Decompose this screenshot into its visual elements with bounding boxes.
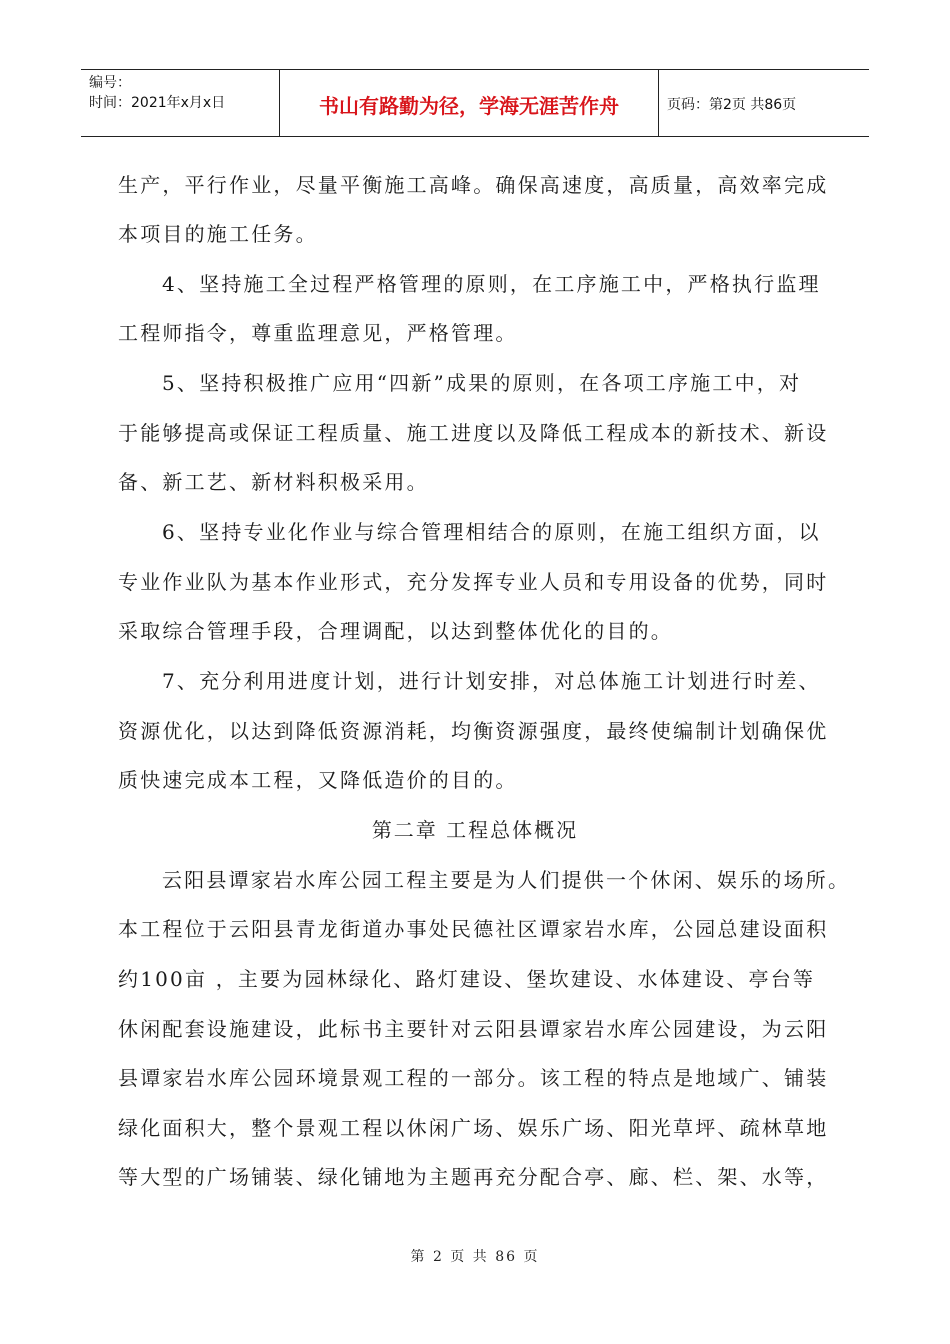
body-line: 等大型的广场铺装、绿化铺地为主题再充分配合亭、廊、栏、架、水等， xyxy=(118,1165,829,1189)
body-line: 4、坚持施工全过程严格管理的原则，在工序施工中，严格执行监理 xyxy=(162,272,821,296)
body-line: 6、坚持专业化作业与综合管理相结合的原则，在施工组织方面，以 xyxy=(162,520,821,544)
body-line: 绿化面积大，整个景观工程以休闲广场、娱乐广场、阳光草坪、疏林草地 xyxy=(118,1116,829,1140)
body-line: 7、充分利用进度计划，进行计划安排，对总体施工计划进行时差、 xyxy=(162,669,821,693)
body-line: 约100亩 ，主要为园林绿化、路灯建设、堡坎建设、水体建设、亭台等 xyxy=(118,967,816,991)
body-line: 5、坚持积极推广应用“四新”成果的原则，在各项工序施工中，对 xyxy=(162,371,802,395)
body-line: 生产，平行作业，尽量平衡施工高峰。确保高速度，高质量，高效率完成 xyxy=(118,173,829,197)
document-date: 时间：2021年x月x日 xyxy=(89,95,226,111)
body-line: 资源优化，以达到降低资源消耗，均衡资源强度，最终使编制计划确保优 xyxy=(118,719,829,743)
header-page-cell xyxy=(659,70,869,136)
body-line: 于能够提高或保证工程质量、施工进度以及降低工程成本的新技术、新设 xyxy=(118,421,829,445)
page-footer: 第 2 页 共 86 页 xyxy=(410,1249,540,1265)
header-motto-cell xyxy=(280,70,659,136)
header-motto: 书山有路勤为径，学海无涯苦作舟 xyxy=(319,94,619,118)
body-line: 休闲配套设施建设，此标书主要针对云阳县谭家岩水库公园建设，为云阳 xyxy=(118,1017,829,1041)
body-line: 本项目的施工任务。 xyxy=(118,222,318,246)
body-line: 备、新工艺、新材料积极采用。 xyxy=(118,470,429,494)
body-line: 专业作业队为基本作业形式，充分发挥专业人员和专用设备的优势，同时 xyxy=(118,570,829,594)
document-number: 编号： xyxy=(89,75,131,91)
body-line: 工程师指令，尊重监理意见，严格管理。 xyxy=(118,321,518,345)
body-line: 县谭家岩水库公园环境景观工程的一部分。该工程的特点是地域广、铺装 xyxy=(118,1066,829,1090)
body-line: 本工程位于云阳县青龙街道办事处民德社区谭家岩水库，公园总建设面积 xyxy=(118,917,829,941)
header-page-number: 页码：第2页 共86页 xyxy=(667,97,797,113)
header-meta-cell xyxy=(81,70,280,136)
body-line: 采取综合管理手段，合理调配，以达到整体优化的目的。 xyxy=(118,619,673,643)
body-line: 云阳县谭家岩水库公园工程主要是为人们提供一个休闲、娱乐的场所。 xyxy=(162,868,851,892)
page-header xyxy=(81,69,869,137)
chapter-heading: 第二章 工程总体概况 xyxy=(371,818,579,842)
body-line: 质快速完成本工程，又降低造价的目的。 xyxy=(118,768,518,792)
